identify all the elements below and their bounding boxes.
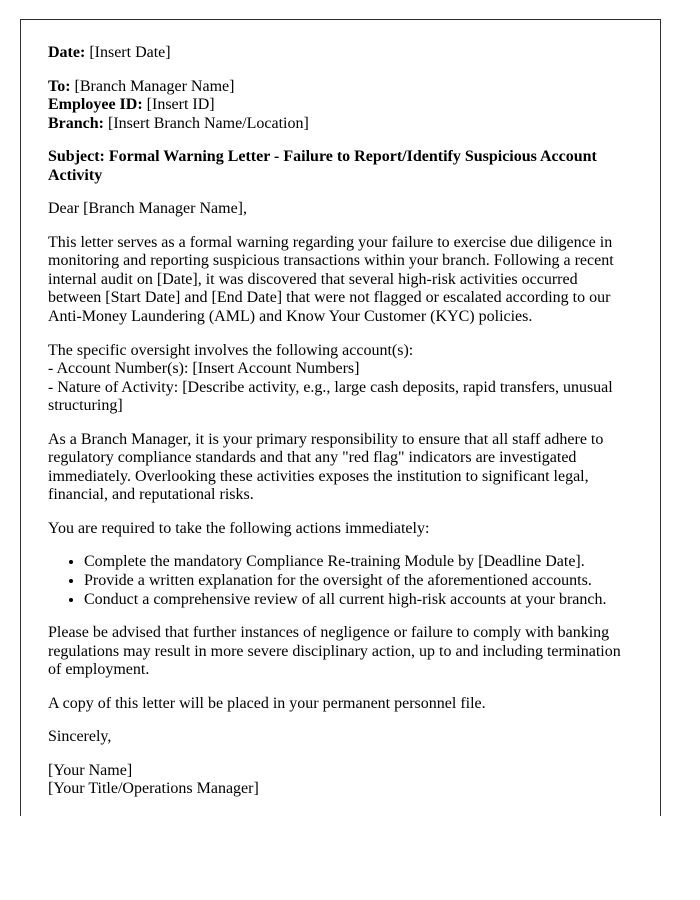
signature-block [48,762,633,799]
record-paragraph: A copy of this letter will be placed in your permanent personnel file. [48,694,486,712]
signature-name: [Your Name] [48,761,133,779]
consequences-paragraph: Please be advised that further instances of negligence or failure to comply with banking regulations may result in more severe disciplinary action, up to and including termination of employment. [48,624,621,679]
warning-letter-document [20,19,661,816]
oversight-block [48,342,633,416]
salutation: Dear [Branch Manager Name], [48,200,248,218]
oversight-intro: The specific oversight involves the following account(s): [48,341,414,359]
branch-value: [Insert Branch Name/Location] [108,114,309,132]
to-label: To: [48,77,71,95]
recipient-block [48,78,633,134]
employee-id-label: Employee ID: [48,96,143,114]
subject-line: Subject: Formal Warning Letter - Failure to Report/Identify Suspicious Account Activity [48,148,597,184]
branch-line [48,115,633,134]
date-line [48,44,633,63]
date-value: [Insert Date] [89,44,171,61]
oversight-nature-of-activity: - Nature of Activity: [Describe activity, e.g., large cash deposits, rapid transfers, unusual structuring] [48,378,613,415]
to-value: [Branch Manager Name] [74,77,235,95]
intro-paragraph: This letter serves as a formal warning regarding your failure to exercise due diligence in monitoring and reporting suspicious transactions within your branch. Following a recent internal audit on [Date], it was discovered that several high-risk activities occurred between [Start Date] and [End Date] that were not flagged or escalated according to our Anti-Money Laundering (AML) and Know Your Customer (KYC) policies. [48,233,614,326]
action-item-retraining: • Complete the mandatory Compliance Re-training Module by [Deadline Date]. [84,553,633,572]
employee-id-value: [Insert ID] [146,96,215,114]
employee-id-line [48,96,633,115]
action-item-account-review: • Conduct a comprehensive review of all current high-risk accounts at your branch. [84,591,633,610]
to-line [48,78,633,97]
action-item-written-explanation: • Provide a written explanation for the oversight of the aforementioned accounts. [84,572,633,591]
required-actions-list [48,553,633,609]
signature-title: [Your Title/Operations Manager] [48,780,259,798]
actions-intro: You are required to take the following actions immediately: [48,519,430,537]
branch-label: Branch: [48,114,104,132]
oversight-account-numbers: - Account Number(s): [Insert Account Numbers] [48,360,360,378]
date-label: Date: [48,44,86,61]
closing: Sincerely, [48,728,112,746]
responsibility-paragraph: As a Branch Manager, it is your primary responsibility to ensure that all staff adhere to regulatory compliance standards and that any "red flag" indicators are investigated immediately. Overlooking these activities exposes the institution to significant legal, financial, and reputational risks. [48,430,604,504]
